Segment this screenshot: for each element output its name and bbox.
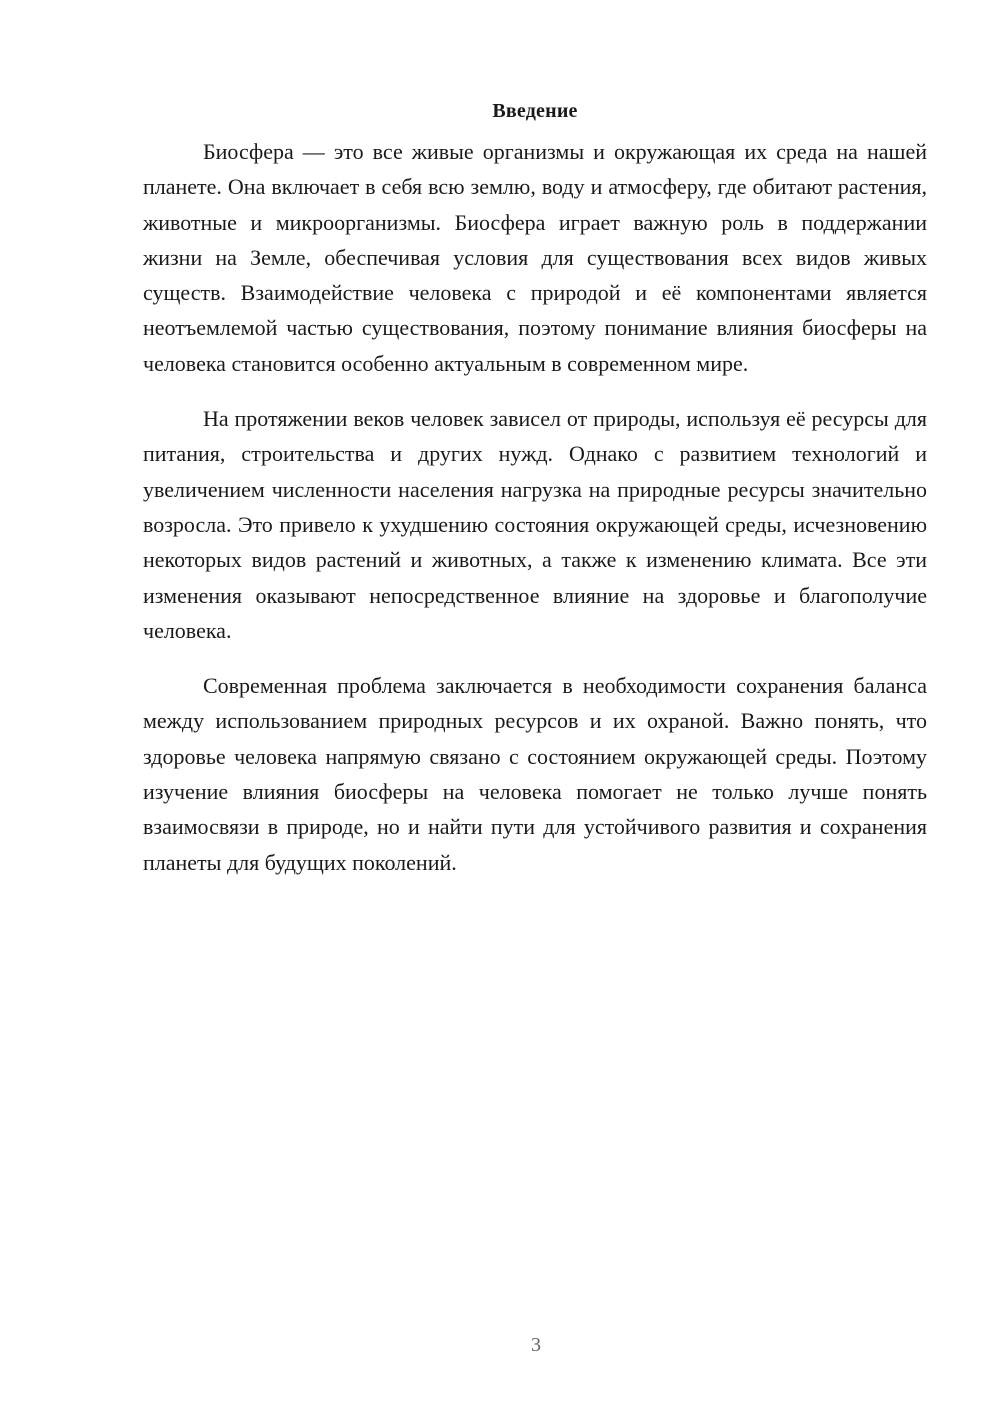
paragraph-2: На протяжении веков человек зависел от природы, используя её ресурсы для питания, строительства и других нужд. Однако с развитием технологий и увеличением численности населения нагрузка на природные ресурсы значительно возросла. Это привело к ухудшению состояния окружающей среды, исчезновению некоторых видов растений и животных, а также к изменению климата. Все эти изменения оказывают непосредственное влияние на здоровье и благополучие человека.	[143, 406, 927, 643]
page-content	[143, 96, 927, 900]
paragraph-3: Современная проблема заключается в необходимости сохранения баланса между использованием природных ресурсов и их охраной. Важно понять, что здоровье человека напрямую связано с состоянием окружающей среды. Поэтому изучение влияния биосферы на человека помогает не только лучше понять взаимосвязи в природе, но и найти пути для устойчивого развития и сохранения планеты для будущих поколений.	[143, 673, 927, 875]
paragraph-1: Биосфера — это все живые организмы и окружающая их среда на нашей планете. Она включает в себя всю землю, воду и атмосферу, где обитают растения, животные и микроорганизмы. Биосфера играет важную роль в поддержании жизни на Земле, обеспечивая условия для существования всех видов живых существ. Взаимодействие человека с природой и её компонентами является неотъемлемой частью существования, поэтому понимание влияния биосферы на человека становится особенно актуальным в современном мире.	[143, 139, 927, 376]
page-title: Введение	[492, 100, 578, 122]
page-number: 3	[531, 1334, 541, 1356]
